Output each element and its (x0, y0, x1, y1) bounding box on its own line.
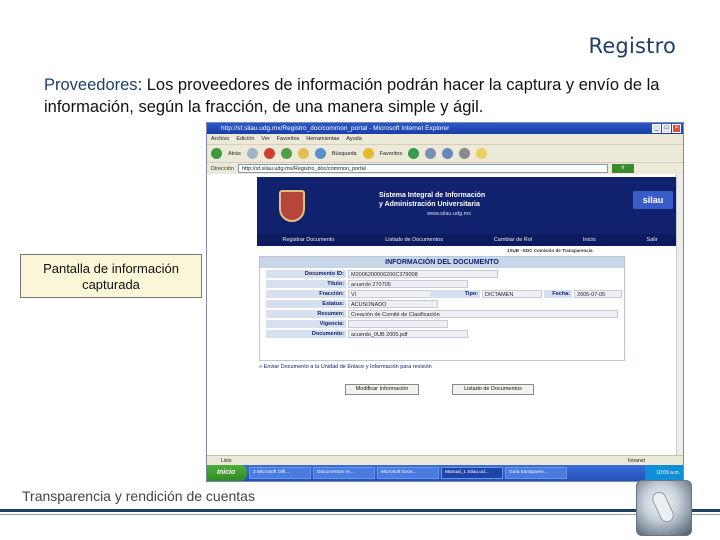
minimize-icon[interactable]: _ (652, 124, 661, 133)
nav-registrar[interactable]: Registrar Documento (282, 237, 335, 243)
back-label[interactable]: Atrás (228, 150, 241, 157)
task-item[interactable]: Guía transparen... (505, 467, 567, 479)
field-label: Estatus: (266, 300, 346, 308)
menu-edicion[interactable]: Edición (236, 136, 255, 142)
vertical-scrollbar[interactable] (676, 174, 683, 455)
field-row-estatus (260, 300, 624, 309)
ie-title-bar (207, 123, 683, 134)
task-item[interactable]: Microsoft Exce... (377, 467, 439, 479)
banner-line2: y Administración Universitaria (379, 201, 480, 208)
task-item[interactable]: 2 Microsoft Offi... (249, 467, 311, 479)
intro-text: : Los proveedores de información podrán hacer la captura y envío de la información, según la fracción, de una manera simple y ágil. (44, 76, 660, 116)
favorites-label[interactable]: Favoritos (379, 150, 403, 157)
tipo-label: Tipo: (430, 290, 480, 298)
favorites-icon[interactable] (363, 148, 374, 159)
ie-menu-bar (207, 134, 683, 144)
silau-logo: silau (633, 191, 673, 209)
footer-divider-thin (0, 514, 720, 515)
nav-listado[interactable]: Listado de Documentos (385, 237, 443, 243)
field-row-documento (260, 330, 624, 339)
page-viewport (207, 174, 683, 455)
fecha-label: Fecha: (544, 290, 572, 298)
field-value: acuerdo 270705 (348, 280, 468, 288)
maximize-icon[interactable]: □ (662, 124, 671, 133)
task-item[interactable]: Documentos re... (313, 467, 375, 479)
refresh-icon[interactable] (281, 148, 292, 159)
history-icon[interactable] (425, 148, 436, 159)
intro-keyword: Proveedores (44, 76, 138, 94)
ie-status-bar (207, 455, 683, 465)
stop-icon[interactable] (264, 148, 275, 159)
banner-title (379, 191, 485, 209)
menu-herramientas[interactable]: Herramientas (306, 136, 340, 142)
footer-text: Transparencia y rendición de cuentas (22, 488, 255, 504)
field-label: Documento: (266, 330, 346, 338)
print-icon[interactable] (459, 148, 470, 159)
back-icon[interactable] (211, 148, 222, 159)
menu-ayuda[interactable]: Ayuda (346, 136, 362, 142)
field-value: Creación de Comité de Clasificación (348, 310, 618, 318)
search-icon[interactable] (315, 148, 326, 159)
windows-taskbar (207, 465, 683, 481)
window-controls (652, 124, 681, 133)
go-button[interactable]: Ir (612, 164, 634, 173)
document-info-panel (259, 256, 625, 361)
tipo-value: DICTAMEN (482, 290, 542, 298)
field-row-id (260, 270, 624, 279)
ie-address-bar (207, 162, 683, 174)
start-button[interactable]: Inicio (207, 465, 247, 481)
banner-url: www.silau.udg.mx (427, 211, 472, 217)
site-banner (257, 177, 683, 234)
list-documents-button[interactable]: Listado de Documentos (452, 384, 534, 395)
home-icon[interactable] (298, 148, 309, 159)
task-item[interactable]: Manual_1 Silau.ud... (441, 467, 503, 479)
field-value: VI (348, 290, 438, 298)
menu-ver[interactable]: Ver (261, 136, 270, 142)
university-seal-icon (279, 190, 305, 222)
address-input[interactable]: http://sf.silau.udg.mx/Registro_doc/common_portal (238, 164, 608, 173)
window-title: http://sf.silau.udg.mx/Registro_doc/common_portal - Microsoft Internet Explorer (221, 125, 450, 132)
document-info-header: INFORMACIÓN DEL DOCUMENTO (260, 257, 624, 268)
nav-salir[interactable]: Salir (646, 237, 658, 243)
callout-label: Pantalla de información capturada (20, 254, 202, 298)
field-label: Resumen: (266, 310, 346, 318)
field-label: Título: (266, 280, 346, 288)
media-icon[interactable] (408, 148, 419, 159)
field-label: Documento ID: (266, 270, 346, 278)
field-row-titulo (260, 280, 624, 289)
menu-archivo[interactable]: Archivo (211, 136, 230, 142)
slide-title: Registro (588, 34, 676, 58)
site-nav (257, 234, 683, 246)
field-row-vigencia (260, 320, 624, 329)
field-value: ACUSONADO (348, 300, 438, 308)
field-row-fraccion (260, 290, 624, 299)
field-value: acuerdo_0UB 2005.pdf (348, 330, 468, 338)
field-value: M2006200006200C379008 (348, 270, 498, 278)
send-document-link[interactable]: » Enviar Documento a la Unidad de Enlace y Información para revisión (259, 364, 432, 370)
close-icon[interactable]: × (672, 124, 681, 133)
footer-divider (0, 509, 720, 512)
address-label: Dirección (211, 165, 234, 172)
browser-screenshot (206, 122, 684, 482)
nav-inicio[interactable]: Inicio (582, 237, 596, 243)
footer-logo-icon (636, 480, 692, 536)
role-note: 1SUB - EDC Comisión de Transparencia (507, 248, 593, 253)
folder-icon[interactable] (476, 148, 487, 159)
field-label: Vigencia: (266, 320, 346, 328)
nav-cambiar-rol[interactable]: Cambiar de Rol (493, 237, 533, 243)
field-row-resumen (260, 310, 624, 319)
field-label: Fracción: (266, 290, 346, 298)
banner-line1: Sistema Integral de Información (379, 192, 486, 199)
intro-paragraph (44, 74, 684, 118)
forward-icon[interactable] (247, 148, 258, 159)
ie-toolbar (207, 144, 683, 162)
status-zone: Intranet (628, 458, 645, 464)
search-label[interactable]: Búsqueda (331, 150, 357, 157)
fecha-value: 2005-07-05 (574, 290, 622, 298)
clock: 10:09 a.m. (645, 465, 683, 481)
field-value (348, 320, 448, 328)
modify-info-button[interactable]: Modificar Información (345, 384, 419, 395)
status-text: Listo (221, 458, 232, 464)
menu-favoritos[interactable]: Favoritos (276, 136, 300, 142)
mail-icon[interactable] (442, 148, 453, 159)
